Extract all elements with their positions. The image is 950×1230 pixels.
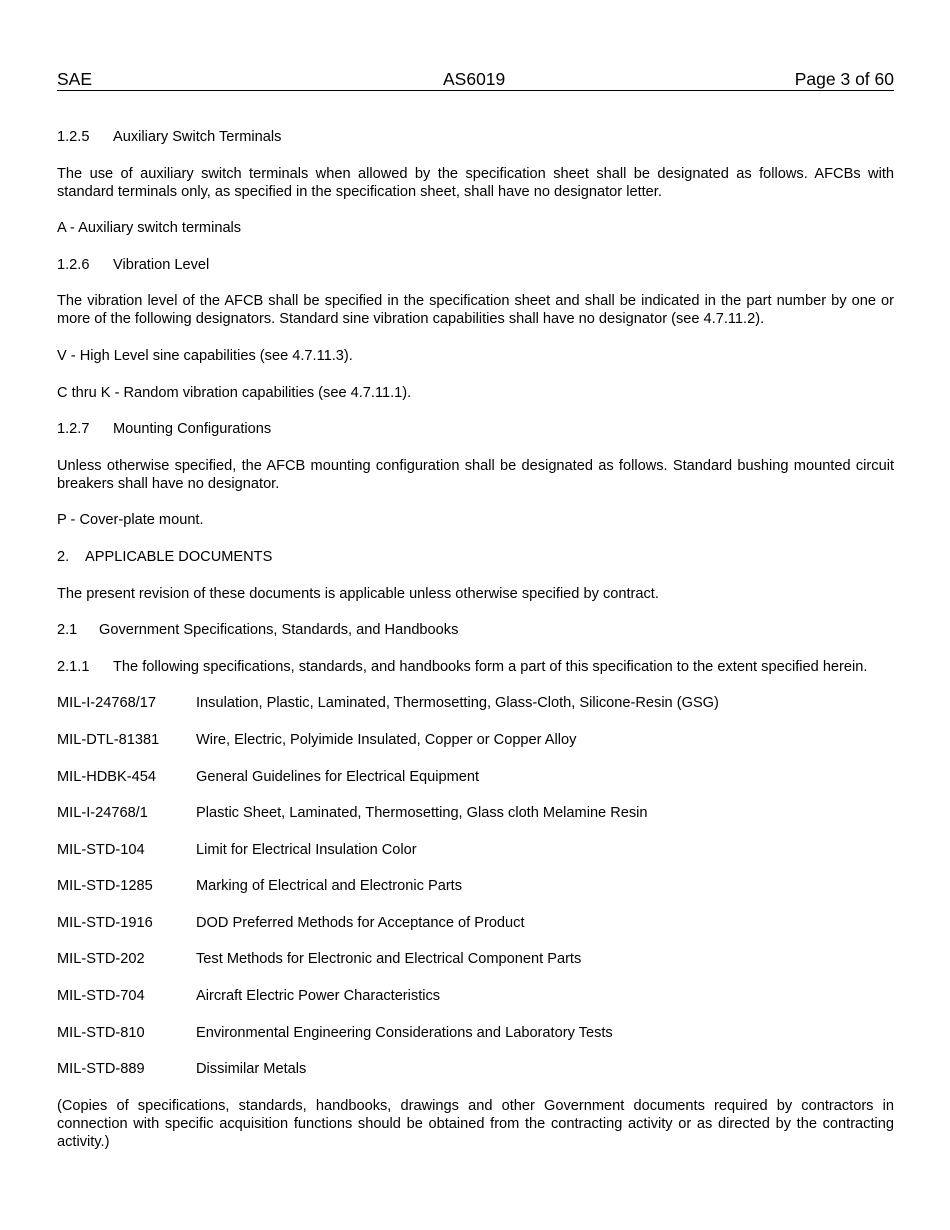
reference-item [57,1060,894,1078]
section-number: 1.2.5 [57,129,90,145]
section-2-heading [57,548,894,566]
copies-note: (Copies of specifications, standards, handbooks, drawings and other Government documents required by contractors in connection with specific acquisition functions should be obtained from the contracting activity or as directed by the contracting activity.) [57,1097,894,1150]
reference-code: MIL-STD-104 [57,841,145,858]
section-1-2-6-heading [57,256,894,274]
section-title: Vibration Level [113,256,210,273]
section-2-paragraph: The present revision of these documents is applicable unless otherwise specified by contract. [57,585,659,602]
section-number: 2.1.1 [57,658,90,675]
document-body [57,128,894,1151]
section-number: 1.2.7 [57,421,90,438]
section-title: Mounting Configurations [113,421,272,438]
section-number: 2. [57,548,70,565]
reference-item [57,694,894,712]
reference-code: MIL-I-24768/17 [57,695,156,712]
reference-item [57,1024,894,1042]
section-title: Government Specifications, Standards, and Handbooks [99,622,459,639]
reference-code: MIL-STD-1916 [57,914,153,931]
reference-title: Insulation, Plastic, Laminated, Thermosetting, Glass-Cloth, Silicone-Resin (GSG) [196,695,719,712]
header-doc-number: AS6019 [443,69,506,89]
section-text: The following specifications, standards, and handbooks form a part of this specification to the extent specified herein. [113,658,868,675]
reference-title: Aircraft Electric Power Characteristics [196,988,441,1005]
reference-title: Dissimilar Metals [196,1061,307,1078]
section-1-2-7-paragraph: Unless otherwise specified, the AFCB mounting configuration shall be designated as follows. Standard bushing mounted circuit breakers shall have no designator. [57,457,894,492]
section-2-1-1 [57,658,894,676]
reference-code: MIL-STD-810 [57,1024,145,1041]
reference-title: Plastic Sheet, Laminated, Thermosetting, Glass cloth Melamine Resin [196,805,648,822]
designator-item: A - Auxiliary switch terminals [57,220,242,237]
reference-code: MIL-STD-889 [57,1061,145,1078]
section-title: Auxiliary Switch Terminals [113,129,282,145]
section-1-2-6-paragraph: The vibration level of the AFCB shall be specified in the specification sheet and shall be indicated in the part number by one or more of the following designators. Standard sine vibration capabilities shall have no designator (see 4.7.11.2). [57,293,894,328]
section-2-1-heading [57,621,894,639]
reference-code: MIL-STD-202 [57,951,145,968]
reference-item [57,731,894,749]
reference-item [57,914,894,932]
reference-title: Test Methods for Electronic and Electrical Component Parts [196,951,582,968]
reference-item [57,841,894,859]
designator-item: P - Cover-plate mount. [57,512,204,529]
reference-item [57,987,894,1005]
designator-item: V - High Level sine capabilities (see 4.7.11.3). [57,347,353,364]
section-number: 1.2.6 [57,256,90,273]
section-1-2-5-heading [57,128,894,146]
reference-code: MIL-I-24768/1 [57,805,148,822]
section-1-2-7-heading [57,420,894,438]
section-number: 2.1 [57,622,78,639]
reference-title: DOD Preferred Methods for Acceptance of Product [196,914,525,931]
reference-code: MIL-DTL-81381 [57,731,160,748]
section-title: APPLICABLE DOCUMENTS [85,548,273,565]
reference-item [57,950,894,968]
section-1-2-5-paragraph: The use of auxiliary switch terminals when allowed by the specification sheet shall be designated as follows. AFCBs with standard terminals only, as specified in the specification sheet, shall have no designator letter. [57,165,894,200]
reference-item [57,768,894,786]
reference-item [57,877,894,895]
designator-item: C thru K - Random vibration capabilities (see 4.7.11.1). [57,384,412,401]
page-header [57,68,894,91]
header-page-number: Page 3 of 60 [794,69,894,89]
reference-code: MIL-HDBK-454 [57,768,156,785]
reference-title: Wire, Electric, Polyimide Insulated, Copper or Copper Alloy [196,731,577,748]
reference-title: Environmental Engineering Considerations and Laboratory Tests [196,1024,613,1041]
reference-code: MIL-STD-1285 [57,878,153,895]
reference-title: Limit for Electrical Insulation Color [196,841,417,858]
reference-code: MIL-STD-704 [57,988,145,1005]
reference-title: General Guidelines for Electrical Equipment [196,768,480,785]
header-org: SAE [57,69,93,89]
reference-item [57,804,894,822]
reference-title: Marking of Electrical and Electronic Parts [196,878,463,895]
